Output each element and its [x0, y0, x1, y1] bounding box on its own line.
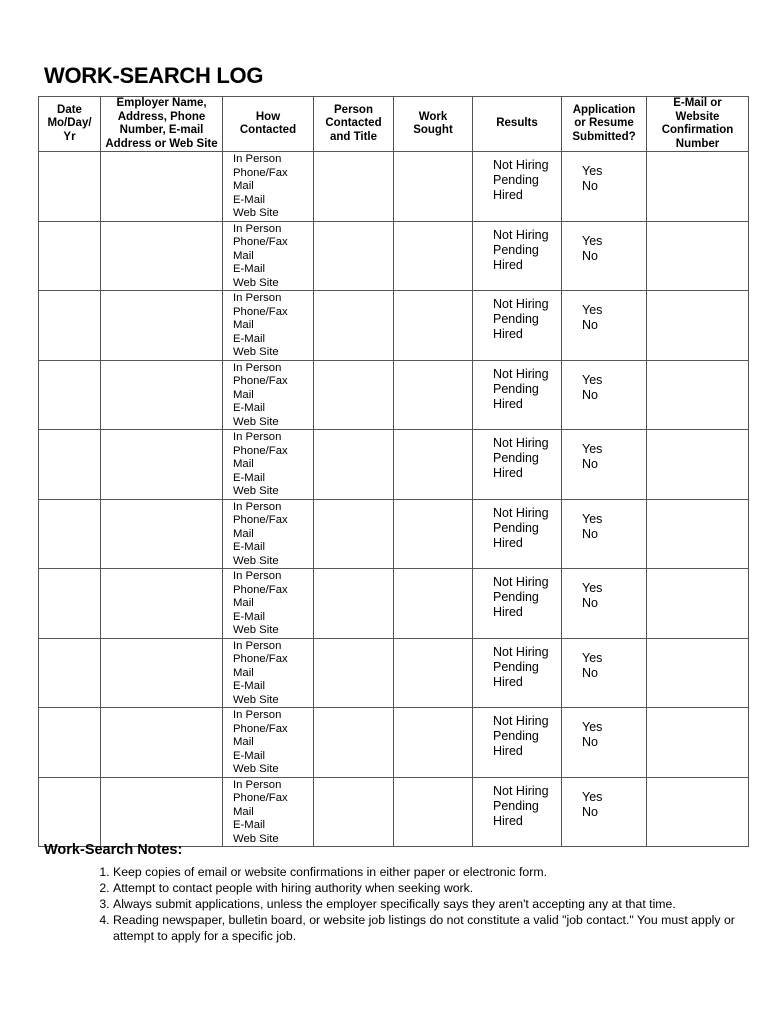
submitted_options-option[interactable]: Yes [582, 372, 603, 387]
submitted_options-option[interactable]: Yes [582, 442, 603, 456]
result_options-option[interactable]: Hired [493, 674, 523, 689]
result_options-option[interactable]: Pending [493, 312, 539, 326]
table-row [39, 569, 749, 639]
employer-cell[interactable] [101, 430, 223, 500]
how-contacted-cell[interactable] [223, 569, 314, 639]
employer-cell[interactable] [101, 569, 223, 639]
contact_options-option[interactable]: Web Site [233, 832, 279, 845]
result_options-option[interactable]: Pending [493, 520, 539, 535]
work-sought-cell[interactable] [394, 360, 473, 430]
table-row [39, 152, 749, 222]
contact_options-option[interactable]: Mail [233, 736, 254, 748]
contact_options-option[interactable]: Mail [233, 527, 254, 540]
submitted_options-option[interactable]: Yes [582, 720, 603, 734]
results-cell[interactable] [473, 777, 562, 847]
contact_options-option[interactable]: Web Site [233, 485, 279, 497]
submitted_options-option[interactable]: No [582, 735, 598, 749]
person-contacted-cell[interactable] [314, 430, 394, 500]
submitted-cell[interactable] [562, 152, 647, 222]
person-contacted-header: Person Contacted and Title [314, 97, 394, 152]
results-cell[interactable] [473, 360, 562, 430]
contact_options-option[interactable]: Mail [233, 319, 254, 331]
submitted_options-option[interactable]: No [582, 387, 598, 402]
work-sought-cell[interactable] [394, 777, 473, 847]
contact_options-option[interactable]: Mail [233, 666, 254, 679]
submitted-cell[interactable] [562, 499, 647, 569]
date-header: Date Mo/Day/ Yr [39, 97, 101, 152]
contact_options-option[interactable]: In Person [233, 639, 282, 652]
result_options-option[interactable]: Pending [493, 242, 539, 257]
result_options-option[interactable]: Not Hiring [493, 158, 549, 172]
person-contacted-cell[interactable] [314, 499, 394, 569]
submitted-cell[interactable] [562, 221, 647, 291]
table-row [39, 499, 749, 569]
date-cell[interactable] [39, 221, 101, 291]
result_options-option[interactable]: Not Hiring [493, 436, 549, 450]
contact_options-option[interactable]: Web Site [233, 346, 279, 358]
work-sought-cell[interactable] [394, 569, 473, 639]
result_options-option[interactable]: Not Hiring [493, 366, 549, 381]
note-item: 1. Keep copies of email or website confirmations in either paper or electronic form. [113, 864, 744, 880]
confirmation-header: E-Mail or Website Confirmation Number [647, 97, 749, 152]
submitted_options-option[interactable]: Yes [582, 789, 603, 804]
table-row [39, 708, 749, 778]
result_options-option[interactable]: Pending [493, 729, 539, 743]
how-contacted-cell[interactable] [223, 777, 314, 847]
submitted_options-option[interactable]: Yes [582, 233, 603, 248]
person-contacted-cell[interactable] [314, 569, 394, 639]
submitted_options-option[interactable]: No [582, 248, 598, 263]
contact_options-option[interactable]: In Person [233, 153, 282, 165]
confirmation-cell[interactable] [647, 777, 749, 847]
date-cell[interactable] [39, 360, 101, 430]
result_options-option[interactable]: Hired [493, 535, 523, 550]
work-sought-cell[interactable] [394, 499, 473, 569]
date-cell[interactable] [39, 708, 101, 778]
contact_options-option[interactable]: E-Mail [233, 193, 266, 206]
employer-cell[interactable] [101, 638, 223, 708]
contact_options-option[interactable]: Phone/Fax [233, 583, 288, 596]
result_options-option[interactable]: Not Hiring [493, 575, 549, 589]
contact_options-option[interactable]: E-Mail [233, 749, 266, 762]
how-contacted-header: How Contacted [223, 97, 314, 152]
submitted_options-option[interactable]: No [582, 804, 598, 819]
submitted_options-option[interactable]: No [582, 596, 598, 610]
submitted_options-option[interactable]: Yes [582, 303, 603, 317]
how-contacted-cell[interactable] [223, 708, 314, 778]
employer-cell[interactable] [101, 499, 223, 569]
result_options-option[interactable]: Hired [493, 466, 523, 480]
contact_options-option[interactable]: In Person [233, 570, 282, 582]
result_options-option[interactable]: Pending [493, 451, 539, 465]
note-item: 4. Reading newspaper, bulletin board, or website job listings do not constitute a valid "job contact." You must apply or attempt to apply for a specific job. [113, 912, 744, 944]
submitted-cell[interactable] [562, 708, 647, 778]
confirmation-cell[interactable] [647, 152, 749, 222]
person-contacted-cell[interactable] [314, 221, 394, 291]
header-row [39, 97, 749, 152]
person-contacted-cell[interactable] [314, 708, 394, 778]
contact_options-option[interactable]: In Person [233, 500, 282, 513]
date-cell[interactable] [39, 430, 101, 500]
application-header: Application or Resume Submitted? [562, 97, 647, 152]
employer-header: Employer Name, Address, Phone Number, E-mail Address or Web Site [101, 97, 223, 152]
contact_options-option[interactable]: Phone/Fax [233, 305, 288, 318]
submitted_options-option[interactable]: No [582, 665, 598, 680]
result_options-option[interactable]: Hired [493, 327, 523, 341]
contact_options-option[interactable]: Mail [233, 388, 254, 401]
person-contacted-cell[interactable] [314, 291, 394, 361]
submitted-cell[interactable] [562, 777, 647, 847]
note-item: 2. Attempt to contact people with hiring authority when seeking work. [113, 880, 744, 896]
table-row [39, 430, 749, 500]
contact_options-option[interactable]: In Person [233, 709, 282, 721]
work-search-table [38, 96, 749, 847]
date-cell[interactable] [39, 291, 101, 361]
contact_options-option[interactable]: In Person [233, 222, 282, 235]
contact_options-option[interactable]: Web Site [233, 624, 279, 636]
employer-cell[interactable] [101, 360, 223, 430]
contact_options-option[interactable]: Mail [233, 458, 254, 470]
results-cell[interactable] [473, 152, 562, 222]
employer-cell[interactable] [101, 708, 223, 778]
person-contacted-cell[interactable] [314, 638, 394, 708]
result_options-option[interactable]: Not Hiring [493, 227, 549, 242]
work-sought-cell[interactable] [394, 430, 473, 500]
work-sought-cell[interactable] [394, 638, 473, 708]
confirmation-cell[interactable] [647, 360, 749, 430]
how-contacted-cell[interactable] [223, 638, 314, 708]
contact_options-option[interactable]: Phone/Fax [233, 722, 288, 735]
work-sought-cell[interactable] [394, 152, 473, 222]
result_options-option[interactable]: Pending [493, 798, 539, 813]
contact_options-option[interactable]: E-Mail [233, 680, 266, 692]
submitted_options-option[interactable]: Yes [582, 650, 603, 665]
submitted_options-option[interactable]: No [582, 457, 598, 471]
contact_options-option[interactable]: Web Site [233, 276, 279, 289]
result_options-option[interactable]: Not Hiring [493, 505, 549, 520]
contact_options-option[interactable]: In Person [233, 778, 282, 791]
work-sought-cell[interactable] [394, 708, 473, 778]
result_options-option[interactable]: Hired [493, 813, 523, 828]
work-sought-cell[interactable] [394, 291, 473, 361]
how-contacted-cell[interactable] [223, 291, 314, 361]
employer-cell[interactable] [101, 291, 223, 361]
contact_options-option[interactable]: Web Site [233, 207, 279, 219]
employer-cell[interactable] [101, 221, 223, 291]
submitted-cell[interactable] [562, 638, 647, 708]
results-cell[interactable] [473, 291, 562, 361]
work-sought-header: Work Sought [394, 97, 473, 152]
contact_options-option[interactable]: In Person [233, 292, 282, 304]
date-cell[interactable] [39, 152, 101, 222]
employer-cell[interactable] [101, 152, 223, 222]
submitted-cell[interactable] [562, 569, 647, 639]
result_options-option[interactable]: Not Hiring [493, 297, 549, 311]
confirmation-cell[interactable] [647, 221, 749, 291]
result_options-option[interactable]: Not Hiring [493, 644, 549, 659]
page-title: WORK-SEARCH LOG [44, 63, 264, 88]
date-cell[interactable] [39, 777, 101, 847]
employer-cell[interactable] [101, 777, 223, 847]
contact_options-option[interactable]: Web Site [233, 763, 279, 775]
confirmation-cell[interactable] [647, 291, 749, 361]
result_options-option[interactable]: Pending [493, 173, 539, 187]
how-contacted-cell[interactable] [223, 221, 314, 291]
result_options-option[interactable]: Not Hiring [493, 783, 549, 798]
person-contacted-cell[interactable] [314, 777, 394, 847]
date-cell[interactable] [39, 638, 101, 708]
contact_options-option[interactable]: E-Mail [233, 332, 266, 345]
contact_options-option[interactable]: Phone/Fax [233, 375, 288, 387]
contact_options-option[interactable]: Web Site [233, 415, 279, 428]
results-cell[interactable] [473, 499, 562, 569]
log-body [39, 152, 749, 847]
contact_options-option[interactable]: E-Mail [233, 541, 266, 553]
confirmation-cell[interactable] [647, 569, 749, 639]
submitted-cell[interactable] [562, 430, 647, 500]
contact_options-option[interactable]: Phone/Fax [233, 444, 288, 457]
confirmation-cell[interactable] [647, 708, 749, 778]
contact_options-option[interactable]: Phone/Fax [233, 792, 288, 804]
confirmation-cell[interactable] [647, 638, 749, 708]
contact_options-option[interactable]: E-Mail [233, 610, 266, 623]
contact_options-option[interactable]: Phone/Fax [233, 653, 288, 665]
results-cell[interactable] [473, 221, 562, 291]
contact_options-option[interactable]: Mail [233, 805, 254, 818]
result_options-option[interactable]: Pending [493, 659, 539, 674]
submitted_options-option[interactable]: No [582, 318, 598, 332]
result_options-option[interactable]: Hired [493, 257, 523, 272]
submitted_options-option[interactable]: No [582, 526, 598, 541]
contact_options-option[interactable]: E-Mail [233, 263, 266, 275]
contact_options-option[interactable]: Phone/Fax [233, 514, 288, 526]
table-row [39, 291, 749, 361]
result_options-option[interactable]: Hired [493, 744, 523, 758]
confirmation-cell[interactable] [647, 499, 749, 569]
date-cell[interactable] [39, 499, 101, 569]
result_options-option[interactable]: Hired [493, 188, 523, 202]
table-row [39, 360, 749, 430]
date-cell[interactable] [39, 569, 101, 639]
contact_options-option[interactable]: Phone/Fax [233, 236, 288, 248]
result_options-option[interactable]: Hired [493, 396, 523, 411]
results-cell[interactable] [473, 708, 562, 778]
result_options-option[interactable]: Pending [493, 381, 539, 396]
contact_options-option[interactable]: In Person [233, 361, 282, 374]
results-cell[interactable] [473, 569, 562, 639]
results-cell[interactable] [473, 638, 562, 708]
note-item: 3. Always submit applications, unless the employer specifically says they aren't accepting any at that time. [113, 896, 744, 912]
table-row [39, 777, 749, 847]
contact_options-option[interactable]: Mail [233, 180, 254, 192]
table-row [39, 638, 749, 708]
result_options-option[interactable]: Pending [493, 590, 539, 604]
work-search-notes [44, 842, 744, 944]
results-header: Results [473, 97, 562, 152]
contact_options-option[interactable]: E-Mail [233, 402, 266, 414]
how-contacted-cell[interactable] [223, 430, 314, 500]
submitted_options-option[interactable]: No [582, 179, 598, 193]
notes-heading: Work-Search Notes: [44, 842, 183, 858]
contact_options-option[interactable]: Phone/Fax [233, 166, 288, 179]
submitted-cell[interactable] [562, 360, 647, 430]
submitted_options-option[interactable]: Yes [582, 164, 603, 178]
contact_options-option[interactable]: E-Mail [233, 819, 266, 831]
contact_options-option[interactable]: Web Site [233, 693, 279, 706]
contact_options-option[interactable]: In Person [233, 431, 282, 443]
result_options-option[interactable]: Hired [493, 605, 523, 619]
person-contacted-cell[interactable] [314, 360, 394, 430]
contact_options-option[interactable]: E-Mail [233, 471, 266, 484]
confirmation-cell[interactable] [647, 430, 749, 500]
submitted_options-option[interactable]: Yes [582, 581, 603, 595]
notes-list [44, 864, 744, 944]
contact_options-option[interactable]: Mail [233, 249, 254, 262]
contact_options-option[interactable]: Web Site [233, 554, 279, 567]
work-sought-cell[interactable] [394, 221, 473, 291]
contact_options-option[interactable]: Mail [233, 597, 254, 609]
results-cell[interactable] [473, 430, 562, 500]
table-row [39, 221, 749, 291]
how-contacted-cell[interactable] [223, 152, 314, 222]
how-contacted-cell[interactable] [223, 499, 314, 569]
submitted_options-option[interactable]: Yes [582, 511, 603, 526]
submitted-cell[interactable] [562, 291, 647, 361]
result_options-option[interactable]: Not Hiring [493, 714, 549, 728]
person-contacted-cell[interactable] [314, 152, 394, 222]
how-contacted-cell[interactable] [223, 360, 314, 430]
